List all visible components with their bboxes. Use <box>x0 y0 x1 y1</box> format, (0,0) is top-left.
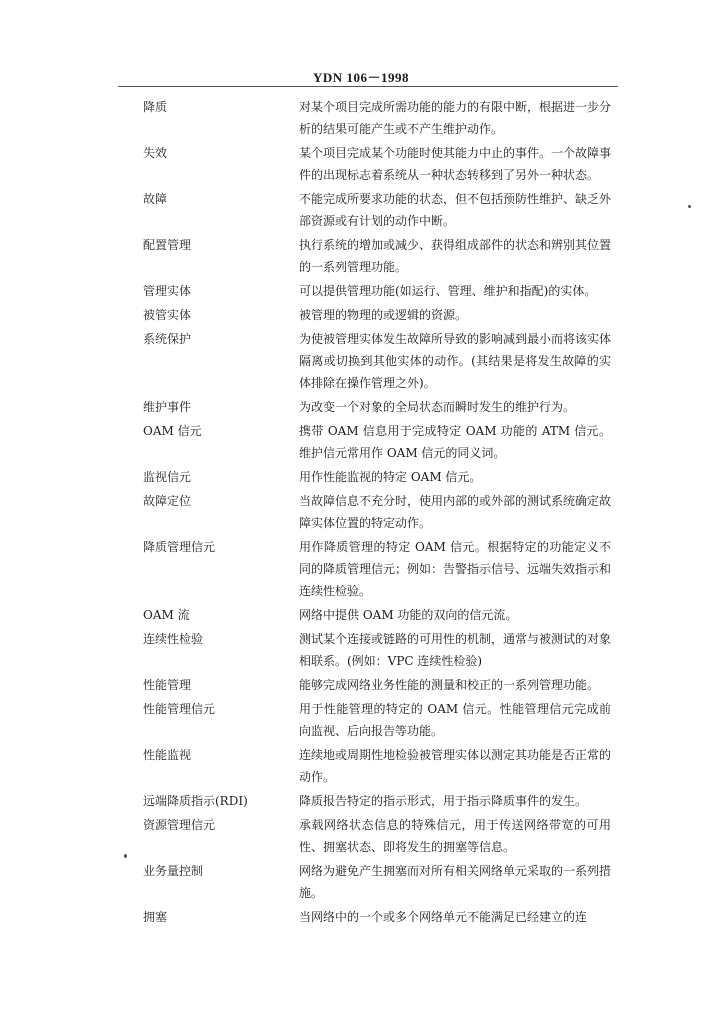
definition-entry-resource-management-cell <box>0 814 722 858</box>
entry-term: OAM 信元 <box>143 424 202 438</box>
entry-term: 故障 <box>143 192 168 206</box>
header-divider <box>118 86 618 87</box>
entry-term: 远端降质指示(RDI) <box>143 794 248 808</box>
scan-speck <box>124 854 127 858</box>
entry-term: 业务量控制 <box>143 864 204 878</box>
entry-term: 管理实体 <box>143 284 192 298</box>
entry-description: 能够完成网络业务性能的测量和校正的一系列管理功能。 <box>299 678 600 692</box>
definition-entry-degradation <box>0 96 722 140</box>
definition-entry-configuration-management <box>0 234 722 278</box>
entry-description: 为使被管理实体发生故障所导致的影响减到最小而将该实体隔离或切换到其他实体的动作。(其结果是将发生故障的实体排除在操作管理之外)。 <box>299 332 612 390</box>
definition-entry-fault <box>0 188 722 232</box>
entry-description: 不能完成所要求功能的状态，但不包括预防性维护、缺乏外部资源或有计划的动作中断。 <box>299 192 612 228</box>
definition-entry-congestion <box>0 906 722 928</box>
entry-term: 性能管理信元 <box>143 702 216 716</box>
document-header-title: YDN 106－1998 <box>313 70 409 85</box>
entry-description: 某个项目完成某个功能时使其能力中止的事件。一个故障事件的出现标志着系统从一种状态转移到了另外一种状态。 <box>299 146 612 182</box>
entry-term: 性能管理 <box>143 678 192 692</box>
entry-description: 网络为避免产生拥塞而对所有相关网络单元采取的一系列措施。 <box>299 864 612 900</box>
definition-entry-oam-cell <box>0 420 722 464</box>
entry-term: 维护事件 <box>143 400 192 414</box>
entry-term: 失效 <box>143 146 168 160</box>
entry-description: 连续地或周期性地检验被管理实体以测定其功能是否正常的动作。 <box>299 748 612 784</box>
entry-term: 降质 <box>143 100 168 114</box>
definition-entry-managing-entity <box>0 280 722 302</box>
definition-entry-performance-management-cell <box>0 698 722 742</box>
scan-speck <box>688 205 691 208</box>
entry-description: 用于性能管理的特定的 OAM 信元。性能管理信元完成前向监视、后向报告等功能。 <box>299 702 611 738</box>
entry-description: 为改变一个对象的全局状态而瞬时发生的维护行为。 <box>299 400 576 414</box>
entry-description: 被管理的物理的或逻辑的资源。 <box>299 308 468 322</box>
entry-term: 系统保护 <box>143 332 192 346</box>
entry-term: 性能监视 <box>143 748 192 762</box>
entry-description: 当网络中的一个或多个网络单元不能满足已经建立的连 <box>299 910 588 924</box>
definition-entry-continuity-check <box>0 628 722 672</box>
definition-entry-oam-flow <box>0 604 722 626</box>
entry-description: 用作性能监视的特定 OAM 信元。 <box>299 470 482 484</box>
entry-term: 被管实体 <box>143 308 192 322</box>
entry-description: 降质报告特定的指示形式，用于指示降质事件的发生。 <box>299 794 588 808</box>
definition-entry-monitoring-cell <box>0 466 722 488</box>
entry-term: 配置管理 <box>143 238 192 252</box>
entry-term: 故障定位 <box>143 494 192 508</box>
definition-entry-rdi <box>0 790 722 812</box>
entry-description: 测试某个连接或链路的可用性的机制，通常与被测试的对象相联系。(例如：VPC 连续性检验) <box>299 632 612 668</box>
entry-description: 用作降质管理的特定 OAM 信元。根据特定的功能定义不同的降质管理信元；例如：告警指示信号、远端失效指示和连续性检验。 <box>299 540 612 598</box>
entry-description: 对某个项目完成所需功能的能力的有限中断，根据进一步分析的结果可能产生或不产生维护动作。 <box>299 100 612 136</box>
definition-entry-system-protection <box>0 328 722 394</box>
entry-term: 拥塞 <box>143 910 168 924</box>
entry-description: 网络中提供 OAM 功能的双向的信元流。 <box>299 608 518 622</box>
definition-entry-maintenance-event <box>0 396 722 418</box>
entry-term: 连续性检验 <box>143 632 204 646</box>
definition-entry-managed-entity <box>0 304 722 326</box>
entry-term: 监视信元 <box>143 470 192 484</box>
definition-entry-performance-management <box>0 674 722 696</box>
entry-description: 可以提供管理功能(如运行、管理、维护和指配)的实体。 <box>299 284 597 298</box>
definition-list <box>0 96 722 930</box>
definition-entry-failure <box>0 142 722 186</box>
entry-term: OAM 流 <box>143 608 190 622</box>
entry-description: 执行系统的增加或减少、获得组成部件的状态和辨别其位置的一系列管理功能。 <box>299 238 612 274</box>
definition-entry-performance-monitoring <box>0 744 722 788</box>
entry-description: 承载网络状态信息的特殊信元，用于传送网络带宽的可用性、拥塞状态、即将发生的拥塞等信息。 <box>299 818 611 854</box>
entry-description: 携带 OAM 信息用于完成特定 OAM 功能的 ATM 信元。维护信元常用作 OAM 信元的同义词。 <box>299 424 611 460</box>
entry-term: 降质管理信元 <box>143 540 216 554</box>
definition-entry-degradation-management-cell <box>0 536 722 602</box>
entry-description: 当故障信息不充分时，使用内部的或外部的测试系统确定故障实体位置的特定动作。 <box>299 494 612 530</box>
definition-entry-traffic-control <box>0 860 722 904</box>
entry-term: 资源管理信元 <box>143 818 216 832</box>
definition-entry-fault-localization <box>0 490 722 534</box>
